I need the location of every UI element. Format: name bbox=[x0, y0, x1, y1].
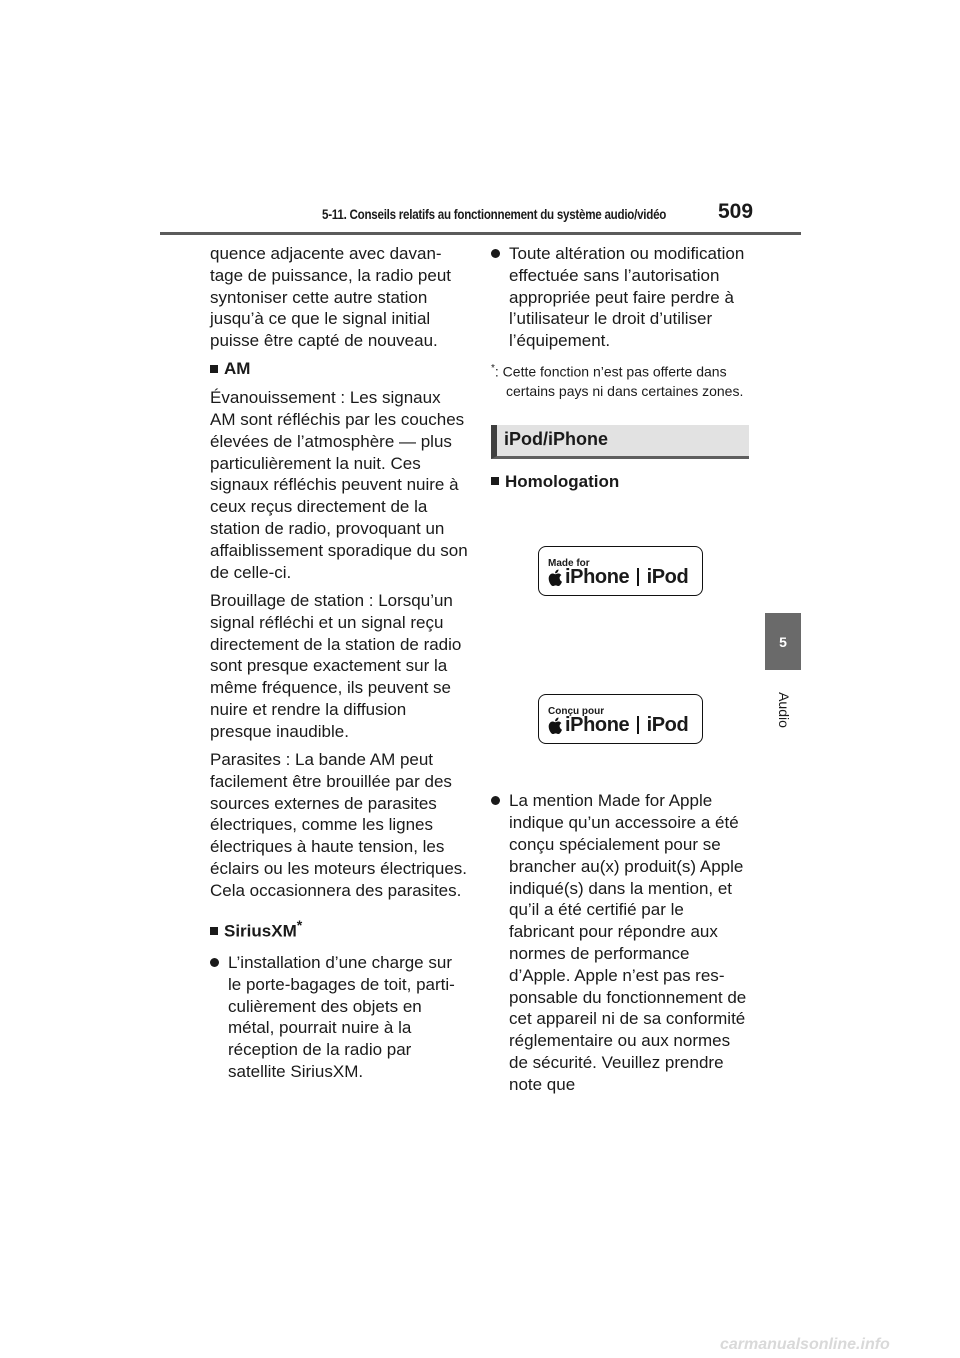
footnote-text: : Cette fonction n’est pas offerte dans certains pays ni dans certaines zones. bbox=[494, 363, 744, 399]
square-bullet-icon bbox=[210, 927, 218, 935]
heading-homologation bbox=[491, 471, 753, 493]
heading-siriusxm bbox=[210, 916, 468, 942]
badge-separator bbox=[637, 716, 638, 734]
bullet-made-for-apple: La mention Made for Apple indique qu’un accessoire a été conçu spécialement pour se brancher au(x) produit(s) Apple indiqué(s) dans la mention, et qu’il a été certifié par le fabricant pour répondre aux normes de performance d’Apple. Apple n’est pas responsable du fonctionnement de cet appareil ni de sa conformité réglementaire ou aux normes de sécurité. Veuillez prendre note que bbox=[491, 790, 753, 1095]
badge-label: Made for bbox=[548, 558, 590, 570]
badge-label: Conçu pour bbox=[548, 706, 605, 718]
made-for-iphone-ipod-badge bbox=[538, 546, 703, 596]
paragraph-am-fading: Évanouissement : Les signaux AM sont réfléchis par les couches élevées de l’atmosphère — plus particulièrement la nuit. Ces signaux réfléchis peuvent nuire à ceux reçus directement de la station de radio, provoquant un affaiblissement sporadique du son de celle-ci. bbox=[210, 388, 468, 582]
heading-am bbox=[210, 358, 468, 380]
header-divider bbox=[160, 232, 801, 235]
paragraph-intro: quence adjacente avec davantage de puissance, la radio peut syntoniser cette autre station jusqu’à ce que le signal initial puisse être capté de nouveau. bbox=[210, 244, 452, 351]
square-bullet-icon bbox=[491, 477, 499, 485]
footnote-mark: * bbox=[491, 362, 495, 374]
apple-logo-icon bbox=[548, 717, 562, 734]
apple-logo-icon bbox=[548, 569, 562, 586]
badge-separator bbox=[637, 568, 638, 586]
footnote-marker: * bbox=[296, 917, 303, 934]
right-column bbox=[491, 243, 753, 1102]
concu-pour-iphone-ipod-badge bbox=[538, 694, 703, 744]
bullet-siriusxm-roof: L’installation d’une charge sur le porte-bagages de toit, particulièrement des objets en métal, pourrait nuire à la réception de la radio par satellite SiriusXM. bbox=[210, 952, 468, 1083]
badge-iphone-text: iPhone bbox=[565, 565, 630, 588]
section-title-ipod-iphone: iPod/iPhone bbox=[491, 425, 749, 459]
left-column bbox=[210, 243, 468, 1089]
badge-ipod-text: iPod bbox=[646, 713, 689, 736]
square-bullet-icon bbox=[210, 365, 218, 373]
heading-am-text: AM bbox=[224, 359, 251, 379]
heading-homologation-text: Homologation bbox=[505, 471, 620, 491]
badge-iphone-text: iPhone bbox=[565, 713, 630, 736]
paragraph-am-interference: Brouillage de station : Lorsqu’un signal réfléchi et un signal reçu directement de la station de radio sont presque exactement sur la même fréquence, ils peuvent se nuire et rendre la diffusion presque inaudible. bbox=[210, 590, 462, 741]
paragraph-am-static: Parasites : La bande AM peut facilement être brouillée par des sources externes de parasites électriques, comme les lignes électriques à haute tension, les éclairs ou les moteurs électriques. Cela occasionnera des parasites. bbox=[210, 750, 468, 900]
chapter-tab-number: 5 bbox=[779, 633, 787, 650]
chapter-tab-label: Audio bbox=[776, 692, 792, 728]
heading-siriusxm-text: SiriusXM bbox=[224, 921, 297, 941]
badge-ipod-text: iPod bbox=[646, 565, 689, 588]
footnote bbox=[491, 359, 753, 401]
bullet-modification: Toute altération ou modification effectuée sans l’autorisation appropriée peut faire perdre à l’utilisateur le droit d’utiliser l’équipement. bbox=[491, 243, 753, 352]
chapter-title: 5-11. Conseils relatifs au fonctionnement du système audio/vidéo bbox=[322, 207, 667, 222]
chapter-tab[interactable] bbox=[765, 613, 801, 670]
watermark: carmanualsonline.info bbox=[720, 1336, 890, 1353]
page-number: 509 bbox=[718, 200, 754, 223]
